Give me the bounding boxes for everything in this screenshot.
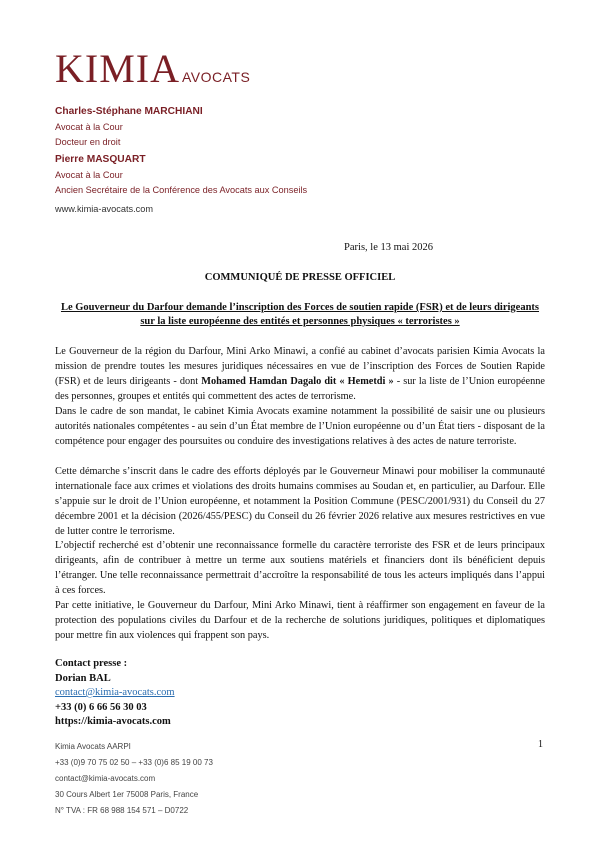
paragraph-2: Dans le cadre de son mandat, le cabinet Kimia Avocats examine notamment la possibilité de saisir une ou plusieurs autorités nationales compétentes - au sein d’un État membre de l’Union européenne ou d’un État tiers - disposant de la compétence pour engager des poursuites ou conduire des investigations relatives à des actes de nature terroriste. <box>55 406 545 447</box>
partner1-name: Charles-Stéphane MARCHIANI <box>55 106 203 117</box>
logo-word: KIMIA <box>55 46 180 91</box>
footer-vat: N° TVA : FR 68 988 154 571 – D0722 <box>55 806 189 815</box>
document-title: COMMUNIQUÉ DE PRESSE OFFICIEL <box>204 272 396 283</box>
contact-heading: Contact presse : <box>55 658 128 669</box>
paragraph-5: Par cette initiative, le Gouverneur du Darfour, Mini Arko Minawi, tient à réaffirmer son engagement en faveur de la protection des populations civiles du Darfour et de la recherche de solutions juridiques, politiques et diplomatiques pour mettre fin aux violences qui frappent son pays. <box>55 600 545 641</box>
paragraph-4: L’objectif recherché est d’obtenir une reconnaissance formelle du caractère terroriste des FSR et de leurs principaux dirigeants, afin de contribuer à mettre un terme aux soutiens matériels et financiers dont ils bénéficient depuis l’étranger. Une telle reconnaissance permettrait d’accroître la responsabilité de tous les acteurs impliqués dans l’appui à ces forces. <box>55 540 545 596</box>
contact-email-link[interactable]: contact@kimia-avocats.com <box>55 687 175 698</box>
date-line: Paris, le 13 mai 2026 <box>344 242 433 253</box>
page-number: 1 <box>538 739 543 750</box>
paragraph-1-start: Le Gouverneur de la région du Darfour, Mini Arko Minawi, a confié au cabinet d’avocats parisien Kimia Avocats la mission de prendre toutes les mesures juridiques nécessaires en vue de l’inscription des Forces de Soutien Rapide (FSR) et de leurs dirigeants - dont <box>55 346 545 387</box>
logo-sub: AVOCATS <box>181 69 251 85</box>
footer-address: 30 Cours Albert 1er 75008 Paris, France <box>55 790 199 799</box>
partner1-role2: Docteur en droit <box>55 137 121 147</box>
footer-email: contact@kimia-avocats.com <box>55 774 156 783</box>
paragraph-1-end: - sur la liste de l’Union européenne des personnes, groupes et entités qui commettent des actes de terrorisme. <box>55 376 545 402</box>
paragraph-1 <box>55 344 545 404</box>
contact-phone: +33 (0) 6 66 56 30 03 <box>55 701 147 713</box>
paragraph-3: Cette démarche s’inscrit dans le cadre des efforts déployés par le Gouverneur Minawi pour mobiliser la communauté internationale face aux crimes et violations des droits humains commises au Soudan et, en particulier, au Darfour. Elle s’appuie sur le droit de l’Union européenne, et notamment la Position Commune (PESC/2001/931) du Conseil du 27 décembre 2001 et la décision (2026/455/PESC) du Conseil du 26 février 2026 relative aux mesures restrictives en vue de lutter contre le terrorisme. <box>55 466 545 537</box>
footer-firm: Kimia Avocats AARPI <box>55 742 131 751</box>
paragraph-1-bold: Mohamed Hamdan Dagalo dit « Hemetdi » <box>201 376 394 387</box>
contact-site: https://kimia-avocats.com <box>55 716 171 727</box>
firm-logo <box>55 46 251 91</box>
partner2-name: Pierre MASQUART <box>55 154 146 165</box>
footer-phones: +33 (0)9 70 75 02 50 – +33 (0)6 85 19 00 73 <box>55 758 213 767</box>
contact-name: Dorian BAL <box>55 672 111 684</box>
partner2-role1: Avocat à la Cour <box>55 170 123 180</box>
press-contact <box>55 657 175 730</box>
subject-line: Le Gouverneur du Darfour demande l’inscription des Forces de soutien rapide (FSR) et de leurs dirigeants sur la liste européenne des entités et personnes physiques « terroristes » <box>60 302 540 327</box>
website-text: www.kimia-avocats.com <box>55 204 154 214</box>
partner1-role1: Avocat à la Cour <box>55 122 123 132</box>
partner2-role2: Ancien Secrétaire de la Conférence des Avocats aux Conseils <box>55 185 308 195</box>
